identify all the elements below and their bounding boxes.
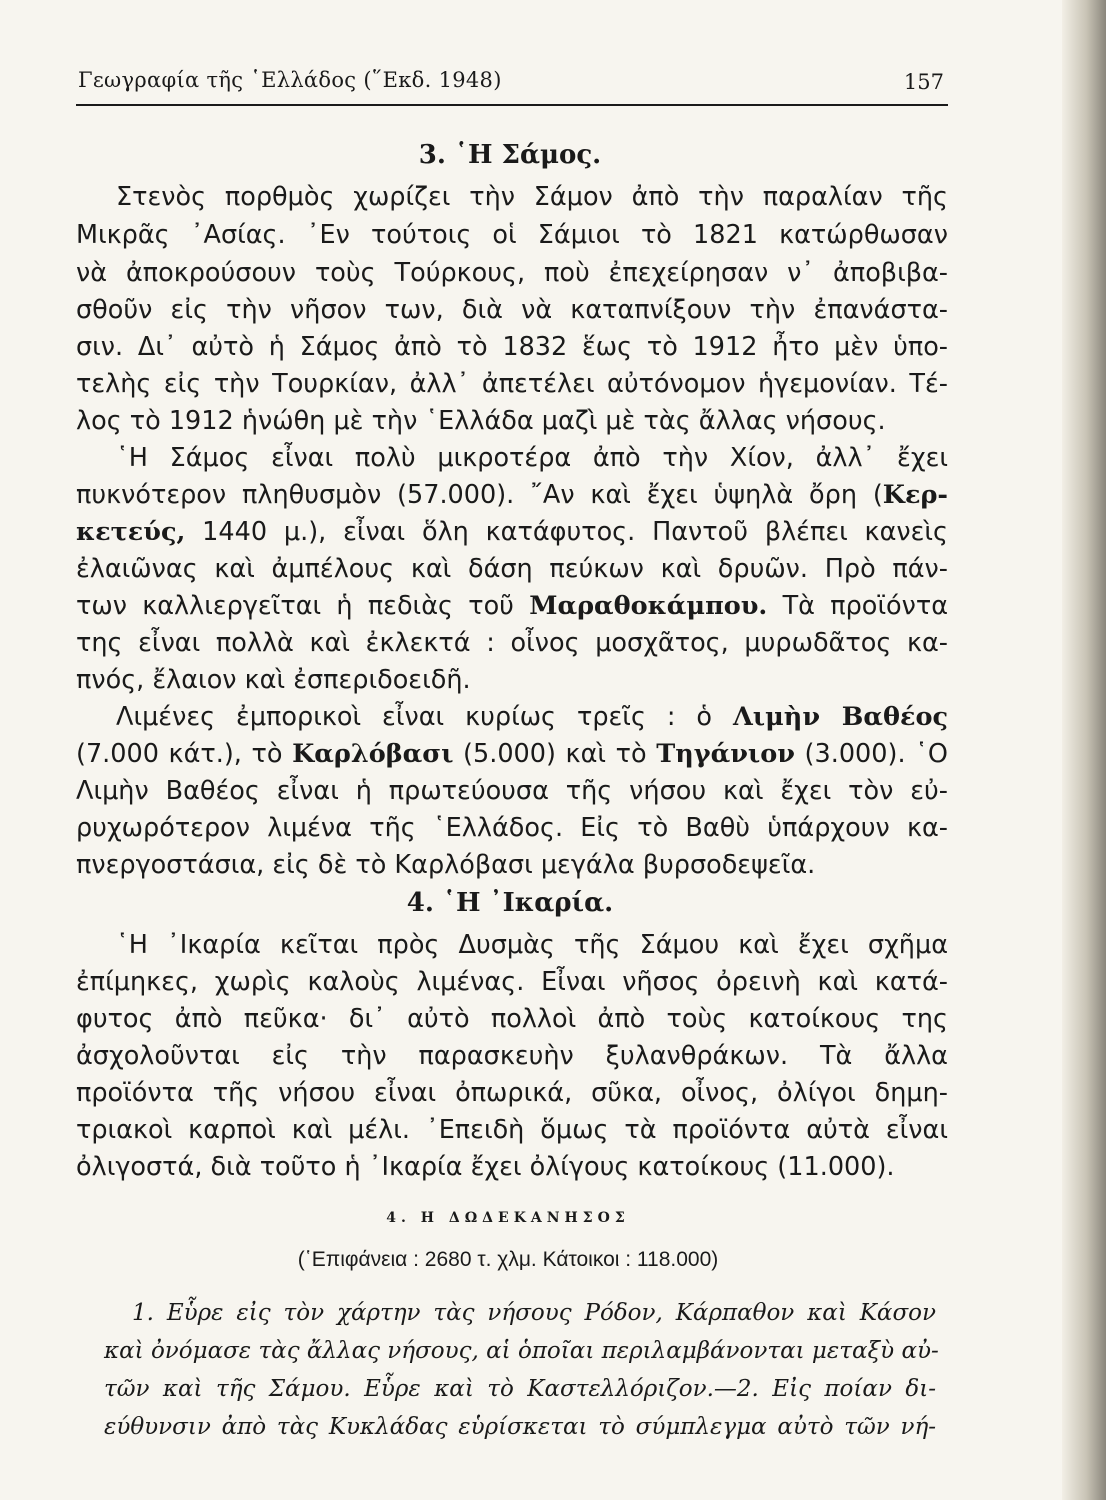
samos-p3-line-3: Λιμὴν Βαθέος εἶναι ἡ πρωτεύουσα τῆς νήσου καὶ ἔχει τὸν εὐ-	[76, 776, 948, 806]
ikaria-line-7: ὀλιγοστά, διὰ τοῦτο ἡ ᾿Ικαρία ἔχει ὀλίγους κατοίκους (11.000).	[76, 1152, 895, 1182]
samos-p2-line-4: ἐλαιῶνας καὶ ἀμπέλους καὶ δάση πεύκων καὶ δρυῶν. Πρὸ πάν-	[76, 554, 948, 584]
section-heading-ikaria: 4. ῾Η ᾿Ικαρία.	[406, 888, 614, 918]
place-name-kerketeus-cont: κετεύς,	[76, 517, 186, 547]
ikaria-line-4: ἀσχολοῦνται εἰς τὴν παρασκευὴν ξυλανθράκων. Τὰ ἄλλα	[76, 1041, 948, 1071]
samos-p2-line-7: πνός, ἔλαιον καὶ ἐσπεριδοειδῆ.	[76, 665, 471, 695]
samos-p1-line-4: σθοῦν εἰς τὴν νῆσον των, διὰ νὰ καταπνίξουν τὴν ἐπανάστα-	[76, 295, 948, 325]
exercise-line-4: εύθυνσιν ἀπὸ τὰς Κυκλάδας εὑρίσκεται τὸ σύμπλεγμα αὐτὸ τῶν νή-	[104, 1414, 936, 1440]
samos-p3-line-5: πνεργοστάσια, εἰς δὲ τὸ Καρλόβασι μεγάλα βυρσοδεψεῖα.	[76, 850, 816, 880]
place-name-tiganion: Τηγάνιον	[656, 739, 795, 769]
section-heading-dodecanese: 4. Η ΔΩΔΕΚΑΝΗΣΟΣ	[386, 1210, 630, 1226]
section-heading-samos: 3. ῾Η Σάμος.	[418, 140, 602, 170]
ikaria-line-6: τριακοὶ καρποὶ καὶ μέλι. ᾿Επειδὴ ὅμως τὰ προϊόντα αὐτὰ εἶναι	[76, 1115, 948, 1145]
samos-p1-line-1: Στενὸς πορθμὸς χωρίζει τὴν Σάμον ἀπὸ τὴν παραλίαν τῆς	[116, 182, 948, 212]
samos-p1-line-7: λος τὸ 1912 ἡνώθη μὲ τὴν ῾Ελλάδα μαζὶ μὲ τὰς ἄλλας νήσους.	[76, 406, 886, 436]
exercise-line-3: τῶν καὶ τῆς Σάμου. Εὗρε καὶ τὸ Καστελλόριζον.—2. Εἰς ποίαν δι-	[104, 1376, 936, 1402]
place-name-limin-vatheos: Λιμὴν Βαθέος	[733, 702, 948, 732]
dodecanese-area-population: (῾Επιφάνεια : 2680 τ. χλμ. Κάτοικοι : 118.000)	[297, 1248, 719, 1271]
exercise-line-2: καὶ ὀνόμασε τὰς ἄλλας νήσους, αἱ ὁποῖαι περιλαμβάνονται μεταξὺ αὐ-	[104, 1338, 939, 1364]
place-name-kerketeus: Κερ-	[882, 480, 948, 510]
samos-p2-line-2: πυκνότερον πληθυσμὸν (57.000). ῎Αν καὶ ἔχει ὑψηλὰ ὄρη (Κερ-	[76, 480, 948, 510]
samos-p2-line-6: της εἶναι πολλὰ καὶ ἐκλεκτά : οἶνος μοσχᾶτος, μυρωδᾶτος κα-	[76, 628, 948, 658]
exercise-line-1: 1. Εὗρε εἰς τὸν χάρτην τὰς νήσους Ρόδον, Κάρπαθον καὶ Κάσον	[132, 1300, 936, 1326]
header-title: Γεωγραφία τῆς ῾Ελλάδος (῞Εκδ. 1948)	[78, 68, 502, 92]
running-header	[76, 64, 948, 106]
ikaria-line-5: προϊόντα τῆς νήσου εἶναι ὀπωρικά, σῦκα, οἶνος, ὀλίγοι δημη-	[76, 1078, 948, 1108]
samos-p1-line-2: Μικρᾶς ᾿Ασίας. ᾿Εν τούτοις οἱ Σάμιοι τὸ 1821 κατώρθωσαν	[76, 220, 948, 250]
ikaria-line-2: ἐπίμηκες, χωρὶς καλοὺς λιμένας. Εἶναι νῆσος ὀρεινὴ καὶ κατά-	[76, 967, 948, 997]
place-name-marathokampos: Μαραθοκάμπου.	[529, 591, 768, 621]
samos-p3-line-1: Λιμένες ἐμπορικοὶ εἶναι κυρίως τρεῖς : ὁ Λιμὴν Βαθέος	[116, 702, 948, 732]
samos-p1-line-5: σιν. Δι᾿ αὐτὸ ἡ Σάμος ἀπὸ τὸ 1832 ἕως τὸ 1912 ἦτο μὲν ὑπο-	[76, 332, 948, 362]
samos-p2-line-3: κετεύς, 1440 μ.), εἶναι ὅλη κατάφυτος. Παντοῦ βλέπει κανεὶς	[76, 517, 948, 547]
ikaria-line-1: ῾Η ᾿Ικαρία κεῖται πρὸς Δυσμὰς τῆς Σάμου καὶ ἔχει σχῆμα	[116, 930, 948, 960]
samos-p1-line-6: τελὴς εἰς τὴν Τουρκίαν, ἀλλ᾿ ἀπετέλει αὐτόνομον ἡγεμονίαν. Τέ-	[76, 369, 948, 399]
samos-p2-line-1: ῾Η Σάμος εἶναι πολὺ μικροτέρα ἀπὸ τὴν Χίον, ἀλλ᾿ ἔχει	[116, 443, 948, 473]
place-name-karlovasi: Καρλόβασι	[292, 739, 454, 769]
page-number: 157	[903, 70, 944, 94]
samos-p3-line-2: (7.000 κάτ.), τὸ Καρλόβασι (5.000) καὶ τὸ Τηγάνιον (3.000). ῾Ο	[76, 739, 948, 769]
samos-p2-line-5: των καλλιεργεῖται ἡ πεδιὰς τοῦ Μαραθοκάμπου. Τὰ προϊόντα	[76, 591, 949, 621]
samos-p3-line-4: ρυχωρότερον λιμένα τῆς ῾Ελλάδος. Εἰς τὸ Βαθὺ ὑπάρχουν κα-	[76, 813, 948, 843]
samos-p1-line-3: νὰ ἀποκρούσουν τοὺς Τούρκους, ποὺ ἐπεχείρησαν ν᾿ ἀποβιβα-	[76, 258, 948, 288]
ikaria-line-3: φυτος ἀπὸ πεῦκα· δι᾿ αὐτὸ πολλοὶ ἀπὸ τοὺς κατοίκους της	[76, 1004, 948, 1034]
